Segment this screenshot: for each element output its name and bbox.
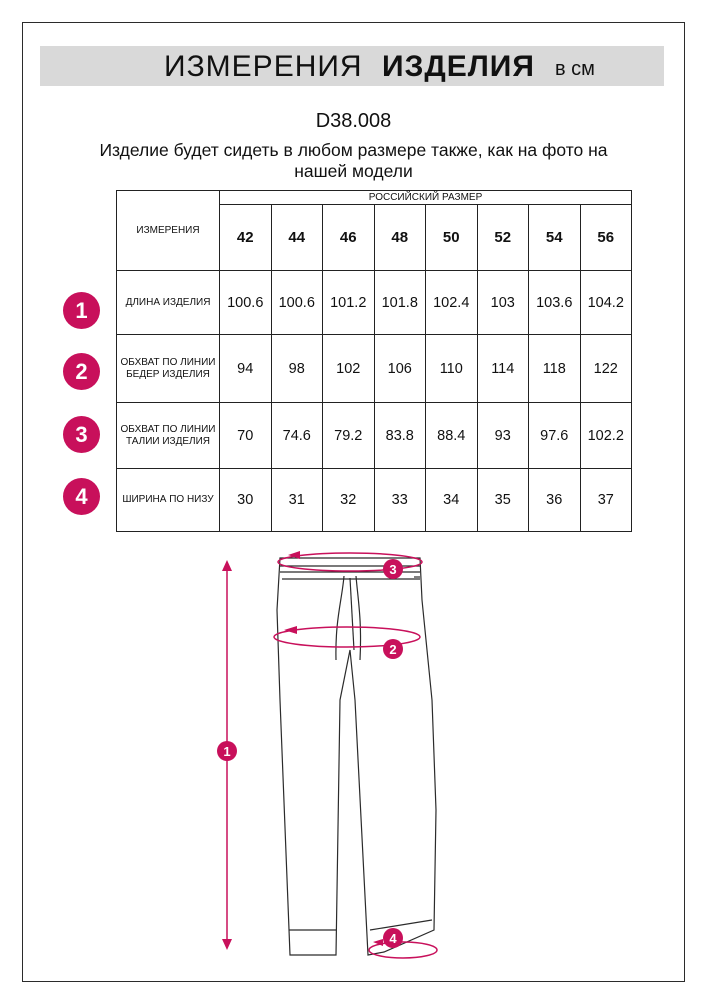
- diagram-markers: [217, 559, 403, 948]
- row-label-waist: ОБХВАТ ПО ЛИНИИ ТАЛИИ ИЗДЕЛИЯ: [117, 403, 220, 469]
- table-cell: 94: [220, 335, 272, 403]
- marker-3: 3: [63, 416, 100, 453]
- table-cell: 118: [529, 335, 581, 403]
- size-header: 50: [426, 205, 478, 271]
- table-cell: 114: [477, 335, 529, 403]
- measurements-header: ИЗМЕРЕНИЯ: [117, 191, 220, 271]
- row-label-hip: ОБХВАТ ПО ЛИНИИ БЕДЕР ИЗДЕЛИЯ: [117, 335, 220, 403]
- svg-text:3: 3: [389, 562, 397, 577]
- svg-text:4: 4: [389, 931, 397, 946]
- size-header: 46: [323, 205, 375, 271]
- size-header: 56: [580, 205, 632, 271]
- size-header: 44: [271, 205, 323, 271]
- size-header: 42: [220, 205, 272, 271]
- diagram-marker-3: [383, 559, 403, 579]
- table-cell: 34: [426, 469, 478, 532]
- table-cell: 101.2: [323, 271, 375, 335]
- marker-1: 1: [63, 292, 100, 329]
- table-cell: 122: [580, 335, 632, 403]
- table-cell: 98: [271, 335, 323, 403]
- svg-text:2: 2: [389, 642, 397, 657]
- measure-lines: [222, 551, 437, 958]
- table-cell: 100.6: [220, 271, 272, 335]
- marker-4: 4: [63, 478, 100, 515]
- table-cell: 37: [580, 469, 632, 532]
- table-cell: 83.8: [374, 403, 426, 469]
- table-cell: 103: [477, 271, 529, 335]
- table-cell: 102.2: [580, 403, 632, 469]
- table-cell: 106: [374, 335, 426, 403]
- size-header: 48: [374, 205, 426, 271]
- svg-text:1: 1: [223, 744, 231, 759]
- diagram-marker-2: [383, 639, 403, 659]
- size-header: 52: [477, 205, 529, 271]
- fit-note: Изделие будет сидеть в любом размере также, как на фото на нашей модели: [99, 140, 608, 181]
- russian-size-header: РОССИЙСКИЙ РАЗМЕР: [220, 191, 632, 205]
- title-product: ИЗДЕЛИЯ: [382, 50, 535, 83]
- table-cell: 74.6: [271, 403, 323, 469]
- title-measurements: ИЗМЕРЕНИЯ: [164, 50, 363, 83]
- marker-2: 2: [63, 353, 100, 390]
- table-cell: 35: [477, 469, 529, 532]
- table-cell: 97.6: [529, 403, 581, 469]
- table-cell: 101.8: [374, 271, 426, 335]
- table-cell: 32: [323, 469, 375, 532]
- table-cell: 110: [426, 335, 478, 403]
- table-cell: 103.6: [529, 271, 581, 335]
- table-cell: 102: [323, 335, 375, 403]
- table-cell: 102.4: [426, 271, 478, 335]
- table-cell: 33: [374, 469, 426, 532]
- table-cell: 30: [220, 469, 272, 532]
- size-header: 54: [529, 205, 581, 271]
- table-cell: 31: [271, 469, 323, 532]
- table-cell: 79.2: [323, 403, 375, 469]
- table-cell: 88.4: [426, 403, 478, 469]
- row-label-hem: ШИРИНА ПО НИЗУ: [117, 469, 220, 532]
- table-cell: 100.6: [271, 271, 323, 335]
- table-cell: 36: [529, 469, 581, 532]
- row-label-length: ДЛИНА ИЗДЕЛИЯ: [117, 271, 220, 335]
- pants-outline: [277, 558, 436, 955]
- diagram-marker-4: [383, 928, 403, 948]
- title-unit: в см: [555, 58, 595, 80]
- table-cell: 104.2: [580, 271, 632, 335]
- table-cell: 70: [220, 403, 272, 469]
- diagram-marker-1: [217, 741, 237, 761]
- product-code: D38.008: [315, 110, 392, 132]
- table-cell: 93: [477, 403, 529, 469]
